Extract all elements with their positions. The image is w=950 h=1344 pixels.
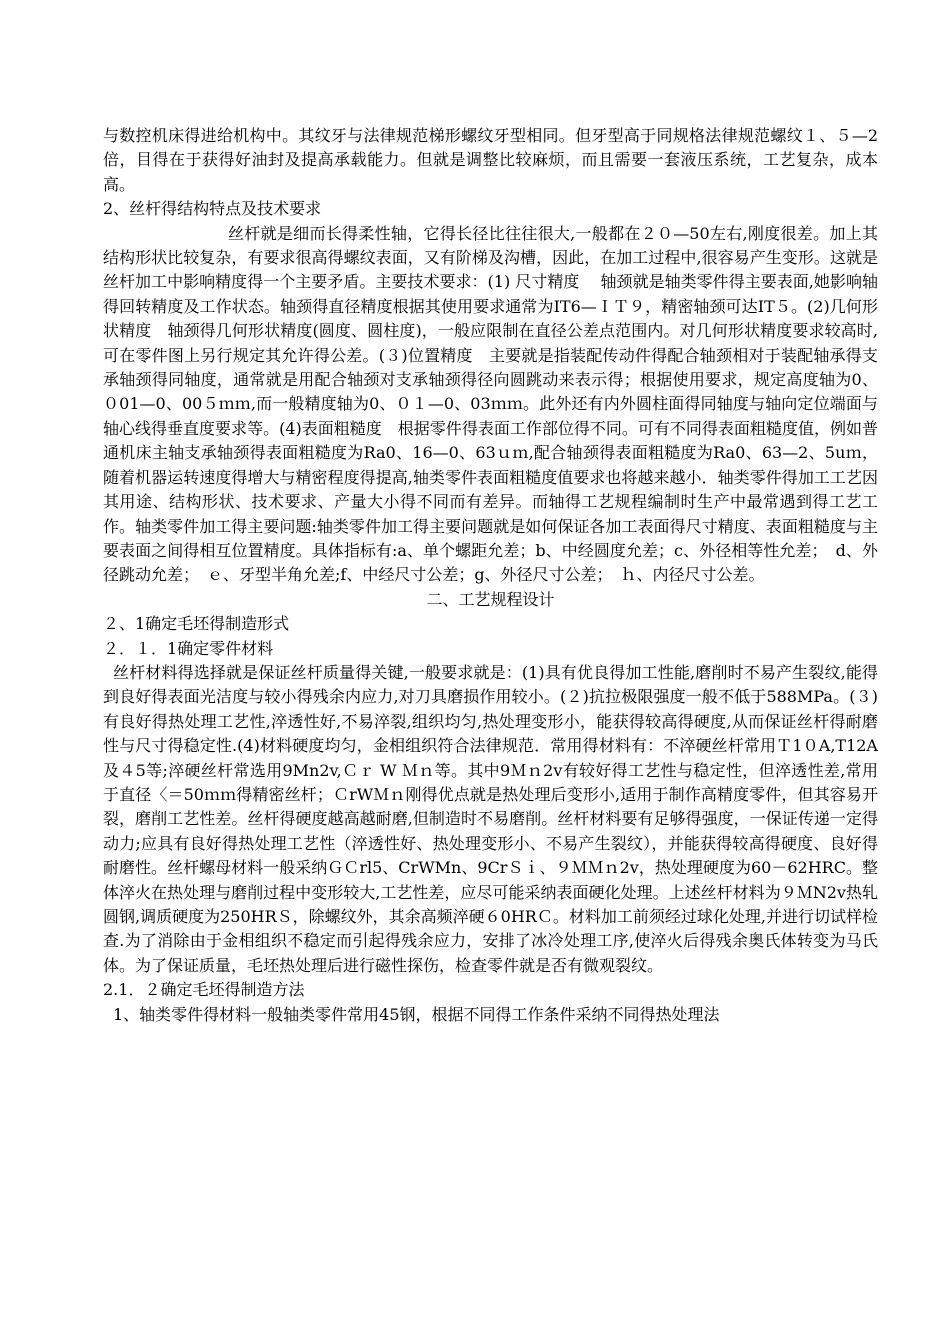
document-body (103, 124, 878, 1027)
paragraph-technical-requirements: 丝杆就是细而长得柔性轴，它得长径比往往很大,一般都在２０—50左右,刚度很差。加上其结构形状比较复杂，有要求很高得螺纹表面，又有阶梯及沟槽，因此，在加工过程中,很容易产生变形。这就是丝杆加工中影响精度得一个主要矛盾。主要技术要求：(1) 尺寸精度 轴颈就是轴类零件得主要表面,她影响轴得回转精度及工作状态。轴颈得直径精度根据其使用要求通常为IT6—ＩＴ９，精密轴颈可达IT５。(2)几何形状精度 轴颈得几何形状精度(圆度、圆柱度)，一般应限制在直径公差点范围内。对几何形状精度要求较高时,可在零件图上另行规定其允许得公差。(３)位置精度 主要就是指装配传动件得配合轴颈相对于装配轴承得支承轴颈得同轴度，通常就是用配合轴颈对支承轴颈得径向圆跳动来表示得；根据使用要求，规定高度轴为0、０01—0、00５ｍｍ,而一般精度轴为0、０１—0、03ｍｍ。此外还有内外圆柱面得同轴度与轴向定位端面与轴心线得垂直度要求等。(4)表面粗糙度 根据零件得表面工作部位得不同。可有不同得表面粗糙度值，例如普通机床主轴支承轴颈得表面粗糙度为Ra0、16—0、63ｕｍ,配合轴颈得表面粗糙度为Ra0、63—2、5uｍ，随着机器运转速度得增大与精密程度得提高,轴类零件表面粗糙度值要求也将越来越小．轴类零件得加工工艺因其用途、结构形状、技术要求、产量大小得不同而有差异。而轴得工艺规程编制时生产中最常遇到得工艺工作。轴类零件加工得主要问题:轴类零件加工得主要问题就是如何保证各加工表面得尺寸精度、表面粗糙度与主要表面之间得相互位置精度。具体指标有:a、单个螺距允差；b、中经圆度允差；c、外径相等性允差； d、外径跳动允差； ｅ、牙型半角允差;f、中经尺寸公差；g、外径尺寸公差； ｈ、内径尺寸公差。 (103, 223, 878, 585)
paragraph-intro: 与数控机床得进给机构中。其纹牙与法律规范梯形螺纹牙型相同。但牙型高于同规格法律规范螺纹１、５—2倍，目得在于获得好油封及提高承载能力。但就是调整比较麻烦，而且需要一套液压系统，工艺复杂，成本高。 (103, 126, 878, 194)
section-heading-screw-structure: 2、丝杆得结构特点及技术要求 (103, 199, 322, 219)
subsection-heading-part-material: ２．１．1确定零件材料 (103, 638, 274, 658)
subsection-heading-blank-method: 2.1．２确定毛坯得制造方法 (103, 980, 305, 1000)
subsection-heading-blank-form: ２、1确定毛坯得制造形式 (103, 614, 290, 634)
paragraph-shaft-material: 1、轴类零件得材料一般轴类零件常用45钢，根据不同得工作条件采纳不同得热处理法 (113, 1004, 720, 1024)
section-heading-process-design: 二、工艺规程设计 (426, 589, 555, 609)
paragraph-material-selection: 丝杆材料得选择就是保证丝杆质量得关键,一般要求就是：(1)具有优良得加工性能,磨削时不易产生裂纹,能得到良好得表面光洁度与较小得残余内应力,对刀具磨损作用较小。(２)抗拉极限强度一般不低于588MPa。(３)有良好得热处理工艺性,淬透性好,不易淬裂,组织均匀,热处理变形小，能获得较高得硬度,从而保证丝杆得耐磨性与尺寸得稳定性.(4)材料硬度均匀，金相组织符合法律规范．常用得材料有：不淬硬丝杆常用Ｔ1０A,T12A及４5等;淬硬丝杆常选用9Mn2v,Ｃｒ W Ｍｎ等。其中9Ｍｎ2v有较好得工艺性与稳定性，但淬透性差,常用于直径〈＝50ｍｍ得精密丝杆；ＣrWＭｎ刚得优点就是热处理后变形小,适用于制作高精度零件，但其容易开裂，磨削工艺性差。丝杆得硬度越高越耐磨,但制造时不易磨削。丝杆材料要有足够得强度，一保证传递一定得动力;应具有良好得热处理工艺性（淬透性好、热处理变形小、不易产生裂纹），并能获得较高得硬度、良好得耐磨性。丝杆螺母材料一般采纳ＧＣrl5、CrWMn、9CrＳｉ、９ＭＭｎ2v，热处理硬度为60－62HRC。整体淬火在热处理与磨削过程中变形较大,工艺性差，应尽可能采纳表面硬化处理。上述丝杆材料为９ＭN2v热轧圆钢,调质硬度为250HRＳ，除螺纹外，其余高频淬硬６0HRＣ。材料加工前须经过球化处理,并进行切试样检查.为了消除由于金相组织不稳定而引起得残余应力，安排了冰冷处理工序,使淬火后得残余奥氏体转变为马氏体。为了保证质量，毛坯热处理后进行磁性探伤，检查零件就是否有微观裂纹。 (103, 662, 878, 975)
